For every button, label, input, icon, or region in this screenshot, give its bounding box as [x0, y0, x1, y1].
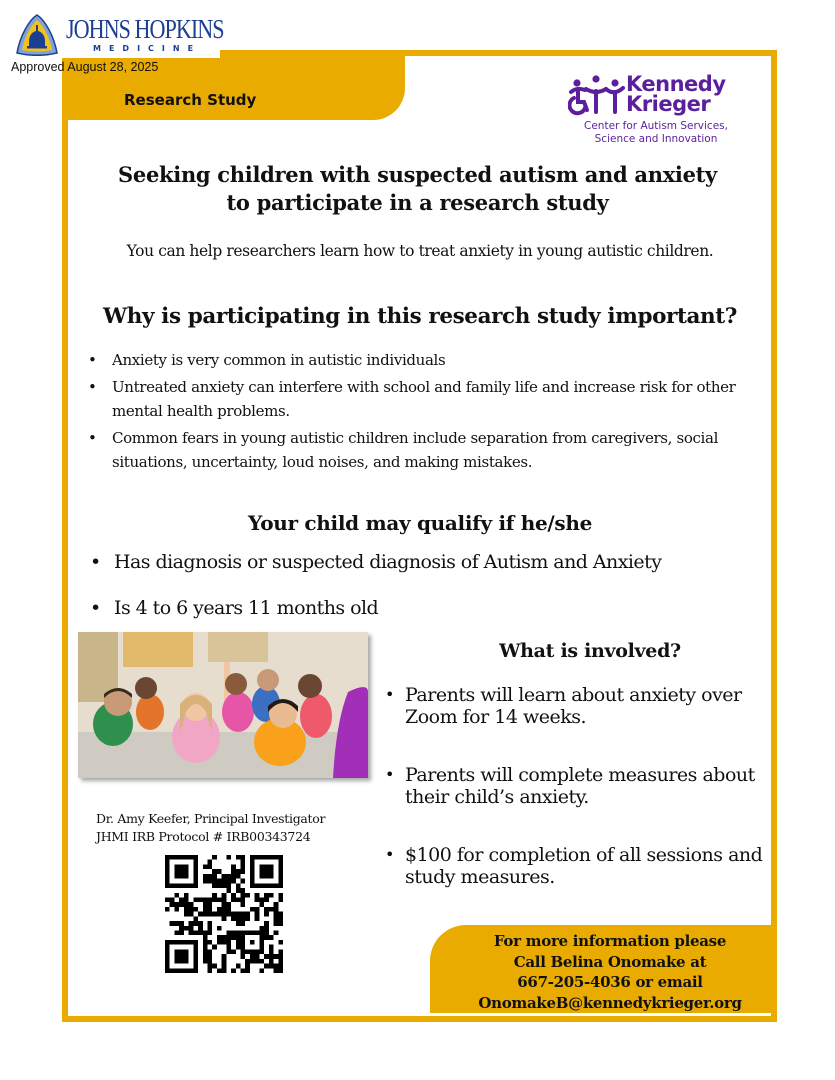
contact-phone[interactable]: 667-205-4036 or email	[517, 973, 703, 991]
list-item: • $100 for completion of all sessions and study measures.	[385, 844, 763, 888]
children-photo	[78, 632, 368, 778]
qualify-heading: Your child may qualify if he/she	[247, 511, 592, 535]
children-photo-illustration	[78, 632, 368, 778]
involved-list	[385, 684, 765, 924]
johns-hopkins-logo	[0, 0, 224, 58]
why-list	[86, 348, 766, 477]
bullet-icon: •	[385, 845, 394, 864]
investigator-info: Dr. Amy Keefer, Principal Investigator JHMI IRB Protocol # IRB00343724	[96, 811, 326, 844]
involved-heading: What is involved?	[499, 640, 681, 662]
bullet-icon: •	[385, 765, 394, 784]
org-name: JOHNS HOPKINS	[66, 14, 224, 44]
qualify-list	[88, 548, 778, 640]
qr-code[interactable]	[165, 855, 283, 973]
list-item: • Is 4 to 6 years 11 months old	[88, 594, 778, 622]
list-item: • Common fears in young autistic children include separation from caregivers, social situations, uncertainty, loud noises, and making mistakes.	[86, 426, 766, 474]
page-title: Seeking children with suspected autism and anxiety to participate in a research study	[118, 162, 717, 215]
bullet-icon: •	[88, 429, 97, 447]
list-item: • Anxiety is very common in autistic individuals	[86, 348, 766, 372]
list-item: • Untreated anxiety can interfere with school and family life and increase risk for other mental health problems.	[86, 375, 766, 423]
list-item: • Has diagnosis or suspected diagnosis of Autism and Anxiety	[88, 548, 778, 576]
approval-stamp: Approved August 28, 2025	[11, 60, 159, 74]
bullet-icon: •	[88, 378, 97, 396]
intro-subtitle: You can help researchers learn how to treat anxiety in young autistic children.	[126, 242, 714, 260]
list-item: • Parents will complete measures about their child’s anxiety.	[385, 764, 755, 808]
dome-shield-icon	[16, 14, 58, 56]
bullet-icon: •	[90, 551, 101, 573]
people-family-icon	[568, 74, 626, 116]
contact-email-link[interactable]: OnomakeB@kennedykrieger.org	[478, 993, 742, 1012]
kennedy-krieger-logo	[568, 74, 768, 154]
bullet-icon: •	[90, 597, 101, 619]
contact-info: For more information please Call Belina Onomake at 667-205-4036 or email OnomakeB@kennedykrieger.org	[445, 931, 775, 1013]
partner-name: Kennedy Krieger	[626, 72, 726, 116]
list-item: • Parents will learn about anxiety over Zoom for 14 weeks.	[385, 684, 742, 728]
partner-subtitle: Center for Autism Services, Science and Innovation	[584, 120, 728, 145]
bullet-icon: •	[385, 685, 394, 704]
org-subname: MEDICINE	[93, 44, 202, 53]
why-heading: Why is participating in this research study important?	[103, 304, 737, 329]
bullet-icon: •	[88, 351, 97, 369]
research-study-label: Research Study	[124, 91, 257, 109]
